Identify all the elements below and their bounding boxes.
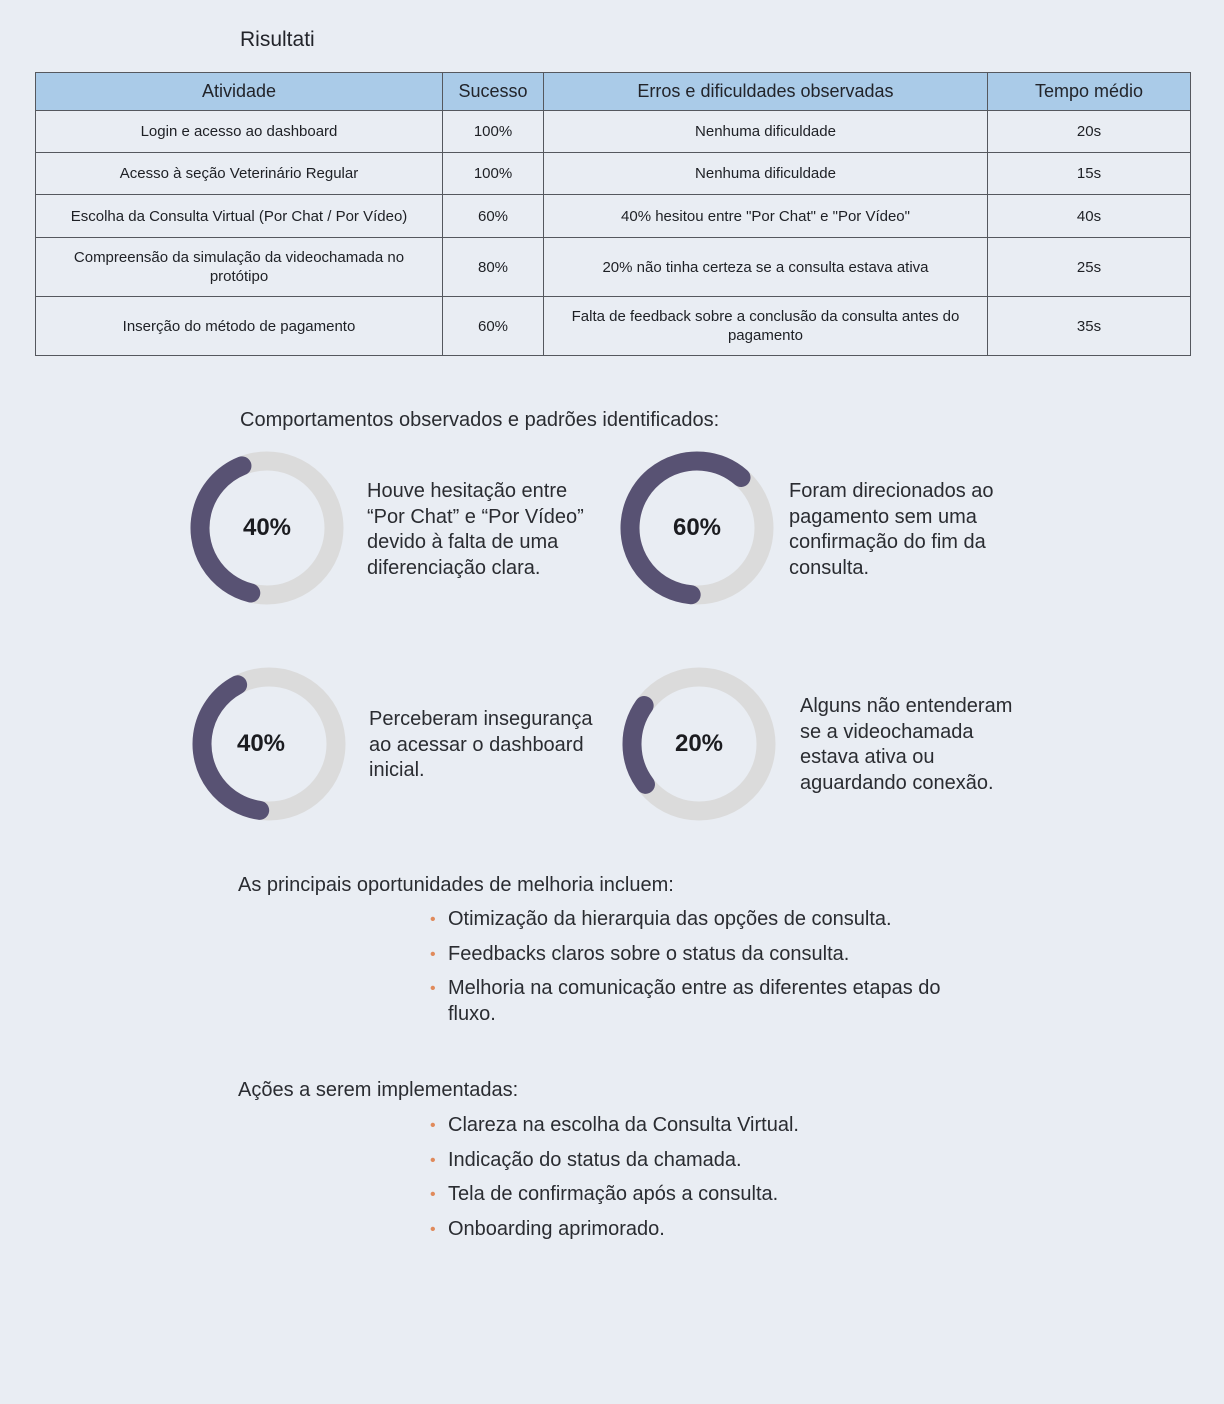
cell-erros: Nenhuma dificuldade: [544, 153, 988, 195]
list-item: • Melhoria na comunicação entre as diferentes etapas do fluxo.: [430, 976, 975, 1027]
header-erros: Erros e dificuldades observadas: [544, 73, 988, 111]
cell-tempo: 20s: [988, 111, 1191, 153]
donut-chart: [622, 667, 776, 821]
header-tempo: Tempo médio: [988, 73, 1191, 111]
list-item: • Indicação do status da chamada.: [430, 1148, 975, 1174]
cell-atividade: Compreensão da simulação da videochamada no protótipo: [36, 238, 443, 297]
cell-sucesso: 60%: [443, 297, 544, 356]
cell-erros: Falta de feedback sobre a conclusão da consulta antes do pagamento: [544, 297, 988, 356]
donut-description: Foram direcionados ao pagamento sem uma confirmação do fim da consulta.: [789, 480, 994, 579]
donut-description: Alguns não entenderam se a videochamada estava ativa ou aguardando conexão.: [800, 695, 1013, 794]
table-row: [36, 195, 1191, 238]
header-sucesso: Sucesso: [443, 73, 544, 111]
donut-description: Houve hesitação entre “Por Chat” e “Por Vídeo” devido à falta de uma diferenciação clara.: [367, 480, 584, 579]
donut-percent-label: 40%: [242, 514, 292, 541]
cell-sucesso: 60%: [443, 195, 544, 238]
actions-list: [430, 1113, 975, 1251]
donut-percent-label: 20%: [674, 730, 724, 757]
donut-chart: [192, 667, 346, 821]
list-item: • Clareza na escolha da Consulta Virtual.: [430, 1113, 975, 1139]
table-row: [36, 238, 1191, 297]
table-header-row: [36, 73, 1191, 111]
page-title: Risultati: [240, 28, 315, 51]
donut-description: Perceberam insegurança ao acessar o dashboard inicial.: [369, 708, 593, 781]
list-item: • Otimização da hierarquia das opções de consulta.: [430, 907, 975, 933]
actions-title: Ações a serem implementadas:: [238, 1079, 519, 1101]
cell-erros: Nenhuma dificuldade: [544, 111, 988, 153]
behaviors-title: Comportamentos observados e padrões identificados:: [240, 409, 720, 431]
donut-percent-label: 60%: [672, 514, 722, 541]
cell-sucesso: 80%: [443, 238, 544, 297]
cell-atividade: Acesso à seção Veterinário Regular: [36, 153, 443, 195]
cell-atividade: Escolha da Consulta Virtual (Por Chat / Por Vídeo): [36, 195, 443, 238]
list-item: • Feedbacks claros sobre o status da consulta.: [430, 942, 975, 968]
donut-chart: [620, 451, 774, 605]
table-row: [36, 297, 1191, 356]
cell-erros: 20% não tinha certeza se a consulta estava ativa: [544, 238, 988, 297]
list-item: • Tela de confirmação após a consulta.: [430, 1182, 975, 1208]
cell-tempo: 40s: [988, 195, 1191, 238]
results-table: [35, 72, 1191, 356]
improvements-list: [430, 907, 975, 1036]
cell-erros: 40% hesitou entre "Por Chat" e "Por Vídeo": [544, 195, 988, 238]
improvements-title: As principais oportunidades de melhoria incluem:: [238, 874, 674, 896]
cell-sucesso: 100%: [443, 111, 544, 153]
donut-chart: [190, 451, 344, 605]
list-item: • Onboarding aprimorado.: [430, 1217, 975, 1243]
cell-sucesso: 100%: [443, 153, 544, 195]
table-row: [36, 111, 1191, 153]
cell-tempo: 15s: [988, 153, 1191, 195]
donut-percent-label: 40%: [236, 730, 286, 757]
cell-atividade: Login e acesso ao dashboard: [36, 111, 443, 153]
cell-atividade: Inserção do método de pagamento: [36, 297, 443, 356]
cell-tempo: 35s: [988, 297, 1191, 356]
table-row: [36, 153, 1191, 195]
header-atividade: Atividade: [36, 73, 443, 111]
cell-tempo: 25s: [988, 238, 1191, 297]
